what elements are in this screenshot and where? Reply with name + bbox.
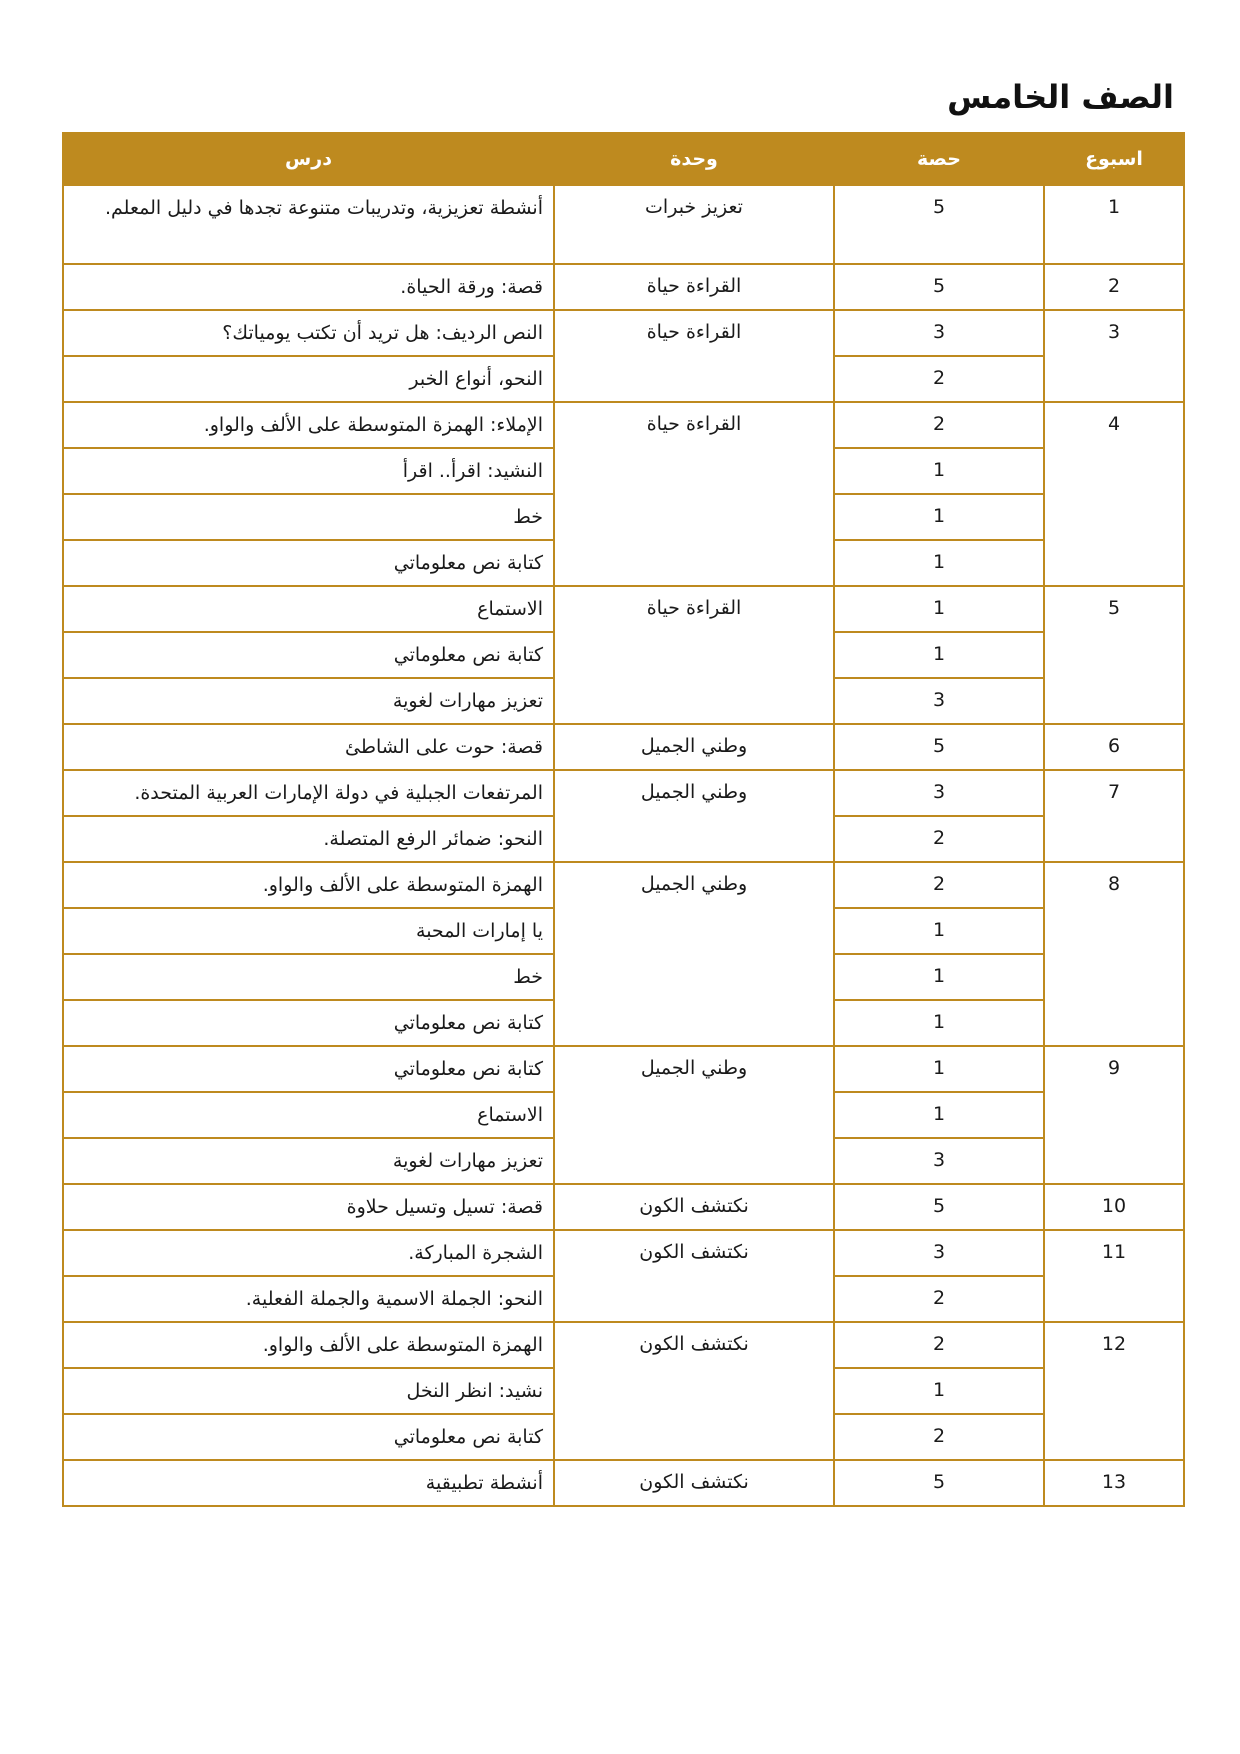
week-cell: 12 (1044, 1322, 1184, 1460)
unit-cell: وطني الجميل (554, 770, 834, 862)
lesson-cell: تعزيز مهارات لغوية (63, 1138, 554, 1184)
lesson-cell: كتابة نص معلوماتي (63, 1414, 554, 1460)
lesson-cell: المرتفعات الجبلية في دولة الإمارات العربية المتحدة. (63, 770, 554, 816)
session-cell: 1 (834, 448, 1044, 494)
table-row (63, 310, 1184, 356)
week-cell: 2 (1044, 264, 1184, 310)
session-cell: 1 (834, 494, 1044, 540)
table-row (63, 770, 1184, 816)
session-cell: 1 (834, 1092, 1044, 1138)
lesson-cell: النحو: ضمائر الرفع المتصلة. (63, 816, 554, 862)
lesson-cell: تعزيز مهارات لغوية (63, 678, 554, 724)
unit-cell: نكتشف الكون (554, 1230, 834, 1322)
unit-cell: وطني الجميل (554, 724, 834, 770)
session-cell: 2 (834, 1322, 1044, 1368)
lesson-cell: الإملاء: الهمزة المتوسطة على الألف والواو. (63, 402, 554, 448)
session-cell: 1 (834, 1046, 1044, 1092)
unit-cell: نكتشف الكون (554, 1460, 834, 1506)
session-cell: 2 (834, 1276, 1044, 1322)
table-row (63, 724, 1184, 770)
session-cell: 5 (834, 264, 1044, 310)
lesson-cell: كتابة نص معلوماتي (63, 1046, 554, 1092)
lesson-cell: النشيد: اقرأ.. اقرأ (63, 448, 554, 494)
session-cell: 1 (834, 1368, 1044, 1414)
table-header-row (63, 133, 1184, 185)
session-cell: 1 (834, 954, 1044, 1000)
lesson-cell: أنشطة تطبيقية (63, 1460, 554, 1506)
session-cell: 3 (834, 1230, 1044, 1276)
lesson-cell: نشيد: انظر النخل (63, 1368, 554, 1414)
unit-cell: وطني الجميل (554, 862, 834, 1046)
session-cell: 2 (834, 816, 1044, 862)
week-cell: 13 (1044, 1460, 1184, 1506)
table-row (63, 862, 1184, 908)
lesson-cell: كتابة نص معلوماتي (63, 540, 554, 586)
session-cell: 2 (834, 862, 1044, 908)
week-cell: 5 (1044, 586, 1184, 724)
unit-cell: وطني الجميل (554, 1046, 834, 1184)
lesson-cell: قصة: تسيل وتسيل حلاوة (63, 1184, 554, 1230)
lesson-cell: قصة: ورقة الحياة. (63, 264, 554, 310)
table-row (63, 402, 1184, 448)
header-lesson: درس (63, 133, 554, 185)
lesson-cell: كتابة نص معلوماتي (63, 632, 554, 678)
table-row (63, 264, 1184, 310)
week-cell: 3 (1044, 310, 1184, 402)
unit-cell: نكتشف الكون (554, 1184, 834, 1230)
session-cell: 1 (834, 1000, 1044, 1046)
week-cell: 11 (1044, 1230, 1184, 1322)
table-row (63, 185, 1184, 264)
session-cell: 3 (834, 678, 1044, 724)
week-cell: 9 (1044, 1046, 1184, 1184)
lesson-cell: خط (63, 954, 554, 1000)
session-cell: 1 (834, 632, 1044, 678)
header-unit: وحدة (554, 133, 834, 185)
lesson-cell: النحو، أنواع الخبر (63, 356, 554, 402)
session-cell: 1 (834, 586, 1044, 632)
table-row (63, 586, 1184, 632)
session-cell: 2 (834, 356, 1044, 402)
lesson-cell: الشجرة المباركة. (63, 1230, 554, 1276)
session-cell: 2 (834, 1414, 1044, 1460)
lesson-cell: خط (63, 494, 554, 540)
curriculum-table-wrap (62, 132, 1183, 1507)
session-cell: 3 (834, 1138, 1044, 1184)
header-session: حصة (834, 133, 1044, 185)
lesson-cell: الهمزة المتوسطة على الألف والواو. (63, 862, 554, 908)
lesson-cell: الهمزة المتوسطة على الألف والواو. (63, 1322, 554, 1368)
table-row (63, 1230, 1184, 1276)
session-cell: 5 (834, 1460, 1044, 1506)
session-cell: 3 (834, 310, 1044, 356)
session-cell: 1 (834, 908, 1044, 954)
week-cell: 4 (1044, 402, 1184, 586)
table-row (63, 1046, 1184, 1092)
week-cell: 1 (1044, 185, 1184, 264)
week-cell: 6 (1044, 724, 1184, 770)
unit-cell: القراءة حياة (554, 586, 834, 724)
page-title: الصف الخامس (947, 78, 1174, 116)
week-cell: 8 (1044, 862, 1184, 1046)
lesson-cell: الاستماع (63, 1092, 554, 1138)
lesson-cell: كتابة نص معلوماتي (63, 1000, 554, 1046)
lesson-cell: أنشطة تعزيزية، وتدريبات متنوعة تجدها في دليل المعلم. (63, 185, 554, 264)
lesson-cell: قصة: حوت على الشاطئ (63, 724, 554, 770)
table-row (63, 1184, 1184, 1230)
session-cell: 5 (834, 1184, 1044, 1230)
header-week: اسبوع (1044, 133, 1184, 185)
session-cell: 5 (834, 724, 1044, 770)
table-row (63, 1460, 1184, 1506)
session-cell: 1 (834, 540, 1044, 586)
lesson-cell: النص الرديف: هل تريد أن تكتب يومياتك؟ (63, 310, 554, 356)
table-row (63, 1322, 1184, 1368)
lesson-cell: الاستماع (63, 586, 554, 632)
session-cell: 3 (834, 770, 1044, 816)
week-cell: 10 (1044, 1184, 1184, 1230)
unit-cell: القراءة حياة (554, 264, 834, 310)
unit-cell: القراءة حياة (554, 402, 834, 586)
week-cell: 7 (1044, 770, 1184, 862)
session-cell: 2 (834, 402, 1044, 448)
unit-cell: نكتشف الكون (554, 1322, 834, 1460)
curriculum-table (62, 132, 1185, 1507)
session-cell: 5 (834, 185, 1044, 264)
lesson-cell: يا إمارات المحبة (63, 908, 554, 954)
lesson-cell: النحو: الجملة الاسمية والجملة الفعلية. (63, 1276, 554, 1322)
unit-cell: القراءة حياة (554, 310, 834, 402)
unit-cell: تعزيز خبرات (554, 185, 834, 264)
